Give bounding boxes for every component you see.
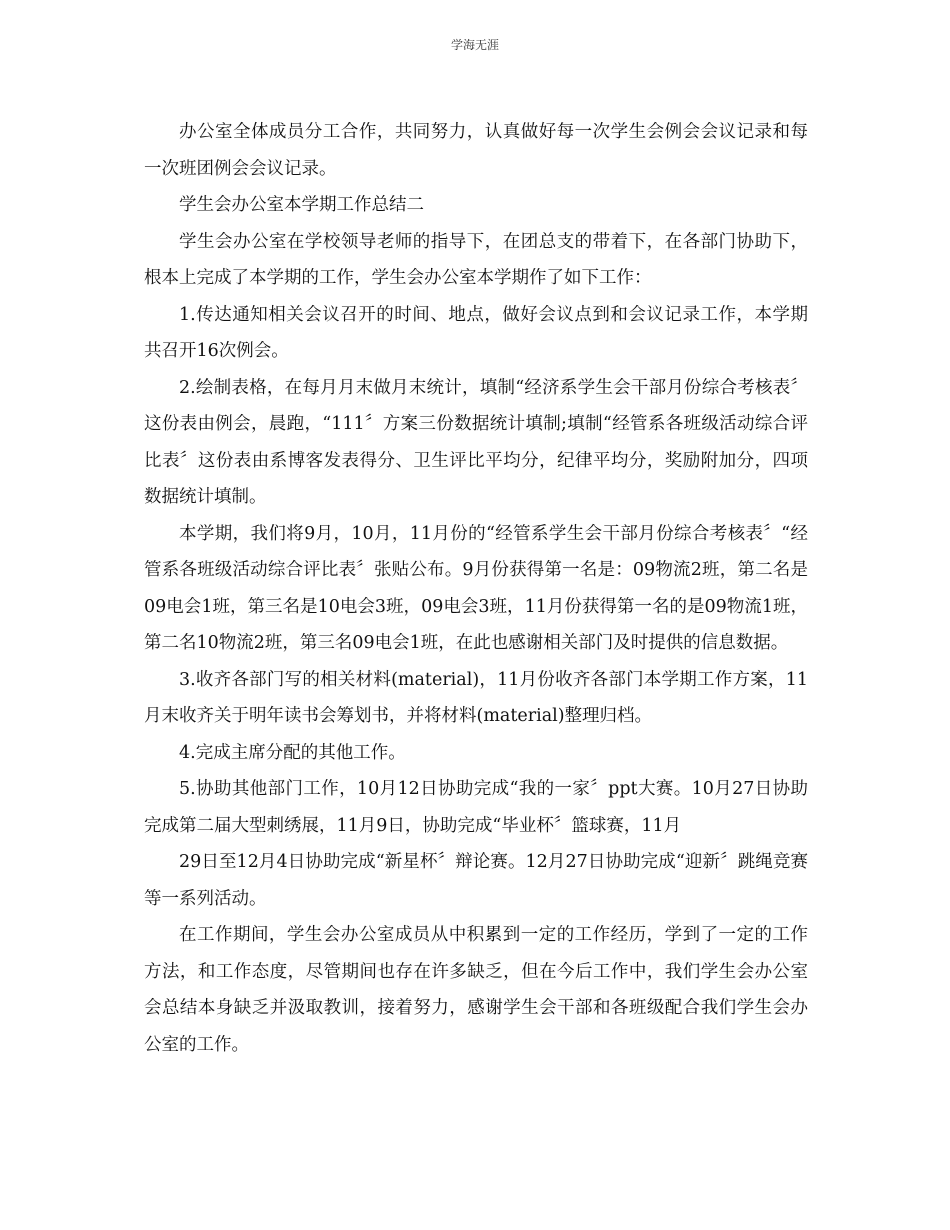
paragraph-meeting-records: 办公室全体成员分工合作，共同努力，认真做好每一次学生会例会会议记录和每一次班团例会会议记录。: [144, 122, 808, 179]
paragraph-item-3: 3.收齐各部门写的相关材料(material)，11月份收齐各部门本学期工作方案，11月末收齐关于明年读书会筹划书，并将材料(material)整理归档。: [144, 669, 808, 726]
document-body: [144, 114, 808, 1063]
paragraph-conclusion: 在工作期间，学生会办公室成员从中积累到一定的工作经历，学到了一定的工作方法，和工作态度，尽管期间也存在许多缺乏，但在今后工作中，我们学生会办公室会总结本身缺乏并汲取教训，接着努力，感谢学生会干部和各班级配合我们学生会办公室的工作。: [144, 925, 808, 1055]
paragraph-item-2: 2.绘制表格，在每月月末做月末统计，填制“经济系学生会干部月份综合考核表〞这份表由例会，晨跑，“111〞方案三份数据统计填制;填制“经管系各班级活动综合评比表〞这份表由系博客发表得分、卫生评比平均分，纪律平均分，奖励附加分，四项数据统计填制。: [144, 377, 808, 507]
paragraph-item-4: 4.完成主席分配的其他工作。: [179, 742, 406, 763]
paragraph-intro: 学生会办公室在学校领导老师的指导下，在团总支的带着下，在各部门协助下，根本上完成了本学期的工作，学生会办公室本学期作了如下工作：: [144, 231, 808, 288]
page-header: 学海无涯: [450, 38, 499, 52]
section-title: 学生会办公室本学期工作总结二: [179, 195, 424, 215]
paragraph-rankings: 本学期，我们将9月，10月，11月份的“经管系学生会干部月份综合考核表〞“经管系各班级活动综合评比表〞张贴公布。9月份获得第一名是：09物流2班，第二名是09电会1班，第三名是10电会3班，09电会3班，11月份获得第一名的是09物流1班，第二名10物流2班，第三名09电会1班，在此也感谢相关部门及时提供的信息数据。: [144, 523, 808, 653]
paragraph-item-5: 5.协助其他部门工作，10月12日协助完成“我的一家〞ppt大赛。10月27日协助完成第二届大型刺绣展，11月9日，协助完成“毕业杯〞篮球赛，11月: [144, 779, 808, 836]
paragraph-item-1: 1.传达通知相关会议召开的时间、地点，做好会议点到和会议记录工作，本学期共召开16次例会。: [144, 304, 808, 361]
paragraph-item-5-continued: 29日至12月4日协助完成“新星杯〞辩论赛。12月27日协助完成“迎新〞跳绳竞赛等一系列活动。: [144, 852, 808, 909]
